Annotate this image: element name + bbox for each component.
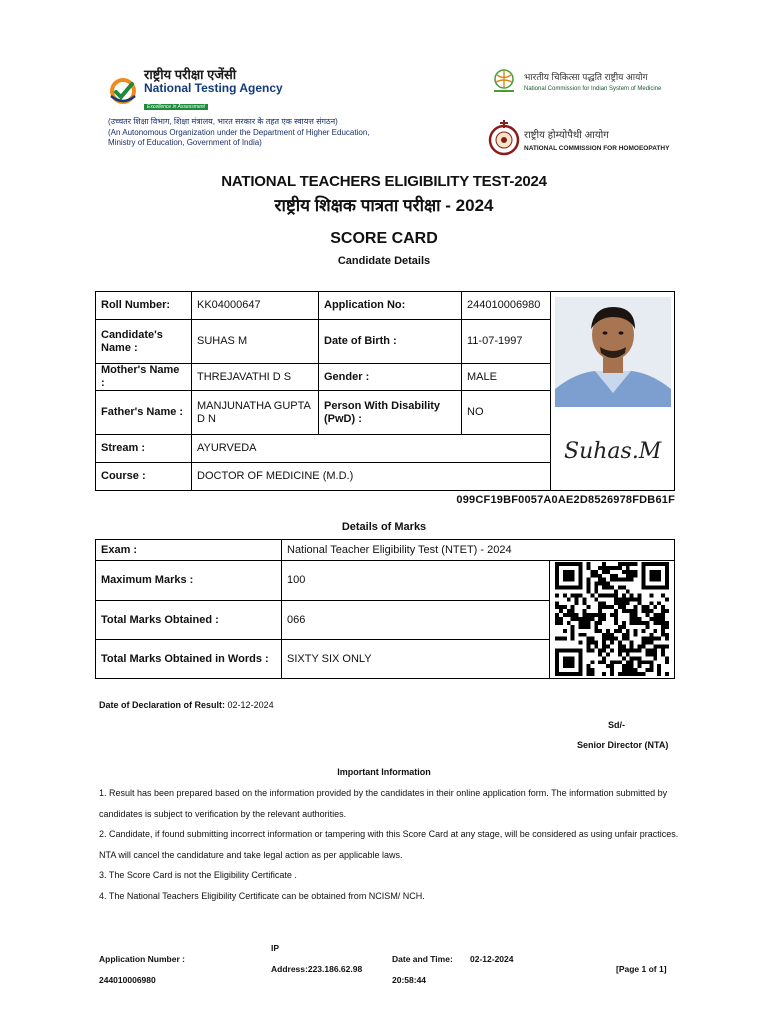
signature-text: Suhas.M bbox=[564, 439, 662, 464]
mother-name-value: THREJAVATHI D S bbox=[192, 364, 319, 391]
nta-sub-hindi: (उच्चतर शिक्षा विभाग, शिक्षा मंत्रालय, भारत सरकार के तहत एक स्वायत्त संगठन) bbox=[108, 117, 338, 126]
course-label: Course : bbox=[96, 463, 192, 490]
ncism-emblem-icon bbox=[488, 66, 520, 96]
candidate-signature bbox=[560, 428, 670, 472]
candidate-photo bbox=[555, 297, 671, 407]
max-marks-label: Maximum Marks : bbox=[96, 561, 282, 601]
ncism-logo bbox=[488, 66, 661, 96]
max-marks-value: 100 bbox=[282, 561, 550, 601]
marks-in-words-value: SIXTY SIX ONLY bbox=[282, 640, 550, 678]
father-name-label: Father's Name : bbox=[96, 391, 192, 435]
info-item: 4. The National Teachers Eligibility Certificate can be obtained from NCISM/ NCH. bbox=[99, 890, 425, 901]
exam-value: National Teacher Eligibility Test (NTET) - 2024 bbox=[282, 540, 674, 561]
info-item: 3. The Score Card is not the Eligibility Certificate . bbox=[99, 870, 297, 880]
important-info-list bbox=[99, 783, 679, 906]
marks-heading: Details of Marks bbox=[341, 521, 427, 533]
roll-number-label: Roll Number: bbox=[96, 292, 192, 320]
pwd-label: Person With Disability (PwD) : bbox=[319, 391, 462, 435]
candidate-details-heading: Candidate Details bbox=[337, 255, 431, 267]
nch-name-hindi: राष्ट्रीय होम्योपैथी आयोग bbox=[524, 129, 609, 141]
declaration-date bbox=[99, 700, 274, 710]
exam-label: Exam : bbox=[96, 540, 282, 561]
application-no-value: 244010006980 bbox=[462, 292, 551, 320]
pwd-value: NO bbox=[462, 391, 551, 435]
roll-number-value: KK04000647 bbox=[192, 292, 319, 320]
footer-ip-address: Address:223.186.62.98 bbox=[271, 964, 363, 974]
signed-mark: Sd/- bbox=[608, 720, 625, 730]
declaration-label: Date of Declaration of Result: bbox=[99, 700, 226, 710]
important-info-heading: Important Information bbox=[337, 767, 431, 777]
document-hash: 099CF19BF0057A0AE2D8526978FDB61F bbox=[456, 494, 675, 506]
total-marks-label: Total Marks Obtained : bbox=[96, 601, 282, 640]
dob-label: Date of Birth : bbox=[319, 320, 462, 364]
ncism-name-hindi: भारतीय चिकित्सा पद्धति राष्ट्रीय आयोग bbox=[524, 72, 648, 82]
father-name-value: MANJUNATHA GUPTA D N bbox=[192, 391, 319, 435]
nta-logo bbox=[108, 68, 378, 148]
page-number: [Page 1 of 1] bbox=[616, 964, 667, 974]
nta-sub-english: (An Autonomous Organization under the Department of Higher Education, Ministry of Education, Government of India) bbox=[108, 128, 370, 147]
total-marks-value: 066 bbox=[282, 601, 550, 640]
footer-ip-label: IP bbox=[271, 943, 280, 953]
ncism-name: National Commission for Indian System of Medicine bbox=[524, 86, 662, 92]
footer-date: 02-12-2024 bbox=[470, 954, 514, 964]
footer-datetime-label: Date and Time: bbox=[392, 954, 453, 964]
exam-title-hindi: राष्ट्रीय शिक्षक पात्रता परीक्षा - 2024 bbox=[274, 196, 494, 215]
footer-app-label: Application Number : bbox=[99, 954, 185, 964]
nch-emblem-icon bbox=[488, 118, 520, 160]
nta-emblem-icon bbox=[108, 76, 138, 106]
exam-title: NATIONAL TEACHERS ELIGIBILITY TEST-2024 bbox=[221, 173, 547, 190]
mother-name-label: Mother's Name : bbox=[96, 364, 192, 391]
candidate-name-label: Candidate's Name : bbox=[96, 320, 192, 364]
stream-value: AYURVEDA bbox=[192, 435, 551, 463]
info-item: 1. Result has been prepared based on the information provided by the candidates in their online application form. The information submitted by candidates is subject to verification by the relevant authorities. bbox=[99, 788, 668, 819]
course-value: DOCTOR OF MEDICINE (M.D.) bbox=[192, 463, 551, 490]
marks-in-words-label: Total Marks Obtained in Words : bbox=[96, 640, 282, 678]
gender-label: Gender : bbox=[319, 364, 462, 391]
nta-tagline: Excellence in Assessment bbox=[144, 104, 208, 110]
application-no-label: Application No: bbox=[319, 292, 462, 320]
senior-director: Senior Director (NTA) bbox=[577, 740, 669, 750]
dob-value: 11-07-1997 bbox=[462, 320, 551, 364]
stream-label: Stream : bbox=[96, 435, 192, 463]
qr-code[interactable] bbox=[553, 562, 671, 676]
nta-name-hindi: राष्ट्रीय परीक्षा एजेंसी bbox=[144, 67, 237, 82]
footer-app-number: 244010006980 bbox=[99, 975, 156, 985]
candidate-name-value: SUHAS M bbox=[192, 320, 319, 364]
footer-time: 20:58:44 bbox=[392, 975, 427, 985]
declaration-value: 02-12-2024 bbox=[227, 700, 274, 710]
gender-value: MALE bbox=[462, 364, 551, 391]
nch-name: NATIONAL COMMISSION FOR HOMOEOPATHY bbox=[524, 144, 670, 152]
nta-name: National Testing Agency bbox=[144, 81, 283, 95]
nch-logo bbox=[488, 118, 669, 160]
info-item: 2. Candidate, if found submitting incorrect information or tampering with this Score Card at any stage, will be considered as using unfair practices. NTA will cancel the candidature and take legal action as per applicable laws. bbox=[99, 829, 679, 860]
score-card-heading: SCORE CARD bbox=[330, 230, 438, 247]
